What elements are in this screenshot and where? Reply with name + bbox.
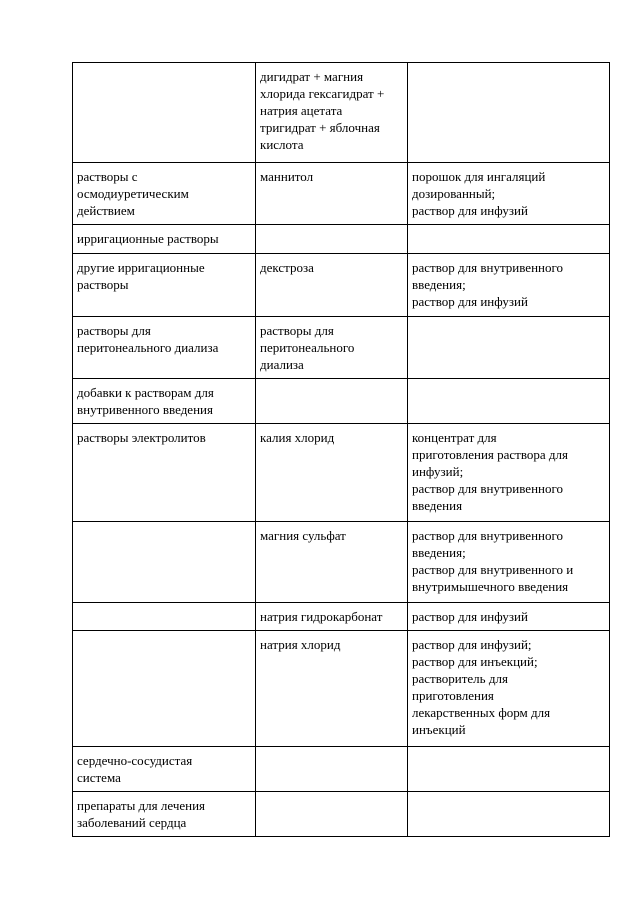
dosage-form-cell [408, 63, 610, 163]
table-row [73, 379, 610, 424]
table-row [73, 631, 610, 747]
drug-name-cell: магния сульфат [256, 522, 408, 603]
table-row [73, 747, 610, 792]
document-page [72, 62, 609, 837]
group-cell: препараты для лечения заболеваний сердца [73, 792, 256, 837]
dosage-form-cell: порошок для ингаляций дозированный; раствор для инфузий [408, 163, 610, 225]
drug-name-cell: маннитол [256, 163, 408, 225]
table-row [73, 163, 610, 225]
group-cell: другие ирригационные растворы [73, 254, 256, 317]
drug-name-cell: декстроза [256, 254, 408, 317]
drug-name-cell: калия хлорид [256, 424, 408, 522]
dosage-form-cell: раствор для инфузий [408, 603, 610, 631]
group-cell: растворы с осмодиуретическим действием [73, 163, 256, 225]
dosage-form-cell [408, 225, 610, 254]
drug-name-cell [256, 792, 408, 837]
group-cell: растворы электролитов [73, 424, 256, 522]
group-cell: ирригационные растворы [73, 225, 256, 254]
drug-name-cell: натрия хлорид [256, 631, 408, 747]
table-row [73, 63, 610, 163]
drug-name-cell: натрия гидрокарбонат [256, 603, 408, 631]
table-row [73, 225, 610, 254]
group-cell [73, 631, 256, 747]
drug-name-cell: дигидрат + магния хлорида гексагидрат + натрия ацетата тригидрат + яблочная кислота [256, 63, 408, 163]
dosage-form-cell [408, 792, 610, 837]
table-row [73, 317, 610, 379]
table-row [73, 254, 610, 317]
drug-name-cell: растворы для перитонеального диализа [256, 317, 408, 379]
dosage-form-cell: концентрат для приготовления раствора для инфузий; раствор для внутривенного введения [408, 424, 610, 522]
dosage-form-cell: раствор для инфузий; раствор для инъекций; растворитель для приготовления лекарственных форм для инъекций [408, 631, 610, 747]
group-cell [73, 522, 256, 603]
dosage-form-cell [408, 317, 610, 379]
drug-name-cell [256, 379, 408, 424]
drug-name-cell [256, 225, 408, 254]
table-row [73, 522, 610, 603]
table-row [73, 603, 610, 631]
group-cell [73, 63, 256, 163]
group-cell: сердечно-сосудистая система [73, 747, 256, 792]
group-cell [73, 603, 256, 631]
table-row [73, 792, 610, 837]
dosage-form-cell: раствор для внутривенного введения; раствор для инфузий [408, 254, 610, 317]
group-cell: растворы для перитонеального диализа [73, 317, 256, 379]
table-row [73, 424, 610, 522]
drug-table [72, 62, 610, 837]
dosage-form-cell [408, 747, 610, 792]
drug-name-cell [256, 747, 408, 792]
dosage-form-cell: раствор для внутривенного введения; раствор для внутривенного и внутримышечного введения [408, 522, 610, 603]
group-cell: добавки к растворам для внутривенного введения [73, 379, 256, 424]
dosage-form-cell [408, 379, 610, 424]
